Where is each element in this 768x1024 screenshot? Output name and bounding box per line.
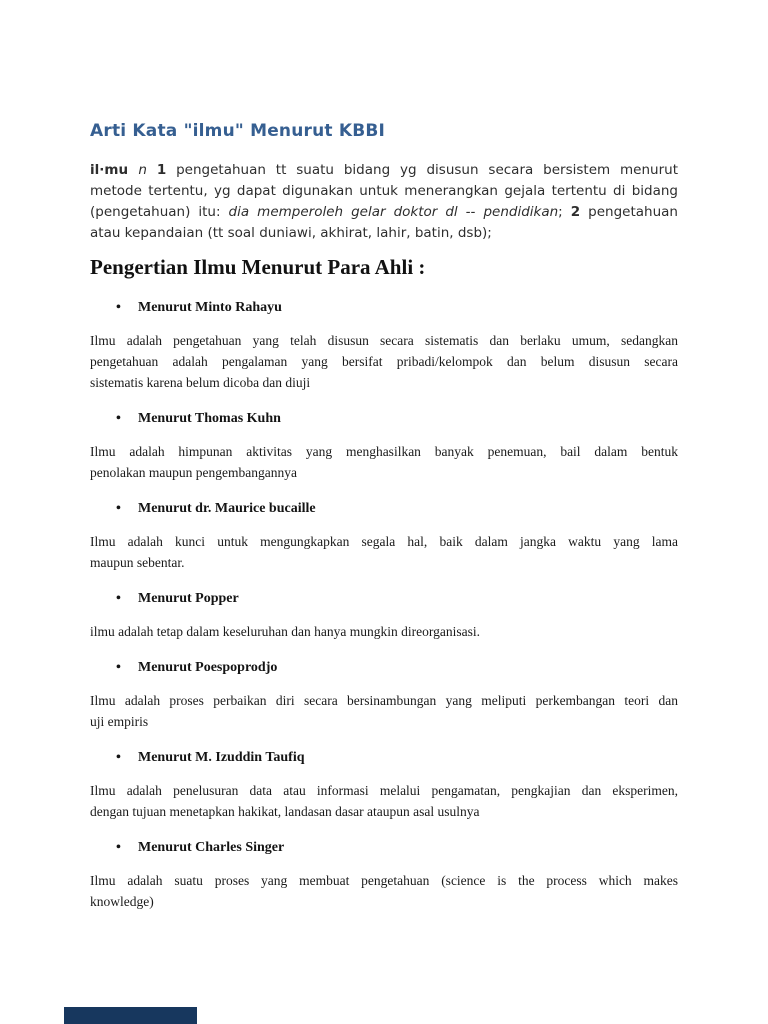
expert-name: Menurut Thomas Kuhn [138, 411, 281, 426]
expert-description: Ilmu adalah kunci untuk mengungkapkan segala hal, baik dalam jangka waktu yang lama maupun sebentar. [90, 534, 678, 570]
definition-paragraph: il·mu n 1 pengetahuan tt suatu bidang yg disusun secara bersistem menurut metode tertentu, yg dapat digunakan untuk menerangkan gejala tertentu di bidang (pengetahuan) itu: dia memperoleh gelar doktor dl -- pendidikan; 2 pengetahuan atau kepandaian (tt soal duniawi, akhirat, lahir, batin, dsb); [90, 162, 679, 241]
list-item [90, 747, 678, 768]
next-page-partial-element [64, 1007, 197, 1024]
list-item [90, 498, 678, 519]
bullet-marker-icon: • [116, 660, 121, 675]
bullet-marker-icon: • [116, 591, 121, 606]
document-title: Arti Kata "ilmu" Menurut KBBI [90, 121, 386, 141]
expert-name: Menurut Popper [138, 591, 239, 606]
bullet-marker-icon: • [116, 501, 121, 516]
experts-list [90, 297, 678, 927]
expert-description: Ilmu adalah himpunan aktivitas yang menghasilkan banyak penemuan, bail dalam bentuk penolakan maupun pengembangannya [90, 444, 678, 480]
expert-description: ilmu adalah tetap dalam keseluruhan dan hanya mungkin direorganisasi. [90, 624, 481, 639]
list-item [90, 588, 678, 609]
expert-name: Menurut Minto Rahayu [138, 300, 282, 315]
list-item [90, 657, 678, 678]
expert-name: Menurut Poespoprodjo [138, 660, 278, 675]
list-item [90, 297, 678, 318]
list-item [90, 837, 678, 858]
expert-description: Ilmu adalah suatu proses yang membuat pengetahuan (science is the process which makes knowledge) [90, 873, 678, 909]
expert-description: Ilmu adalah pengetahuan yang telah disusun secara sistematis dan berlaku umum, sedangkan pengetahuan adalah pengalaman yang bersifat pribadi/kelompok dan belum disusun secara sistematis karena belum dicoba dan diuji [90, 333, 678, 390]
bullet-marker-icon: • [116, 300, 121, 315]
section-heading: Pengertian Ilmu Menurut Para Ahli : [90, 255, 426, 279]
expert-name: Menurut M. Izuddin Taufiq [138, 750, 305, 765]
expert-description: Ilmu adalah penelusuran data atau informasi melalui pengamatan, pengkajian dan eksperimen, dengan tujuan menetapkan hakikat, landasan dasar ataupun asal usulnya [90, 783, 678, 819]
expert-name: Menurut Charles Singer [138, 840, 285, 855]
expert-description: Ilmu adalah proses perbaikan diri secara bersinambungan yang meliputi perkembangan teori dan uji empiris [90, 693, 678, 729]
bullet-marker-icon: • [116, 840, 121, 855]
list-item [90, 408, 678, 429]
expert-name: Menurut dr. Maurice bucaille [138, 501, 316, 516]
bullet-marker-icon: • [116, 750, 121, 765]
bullet-marker-icon: • [116, 411, 121, 426]
